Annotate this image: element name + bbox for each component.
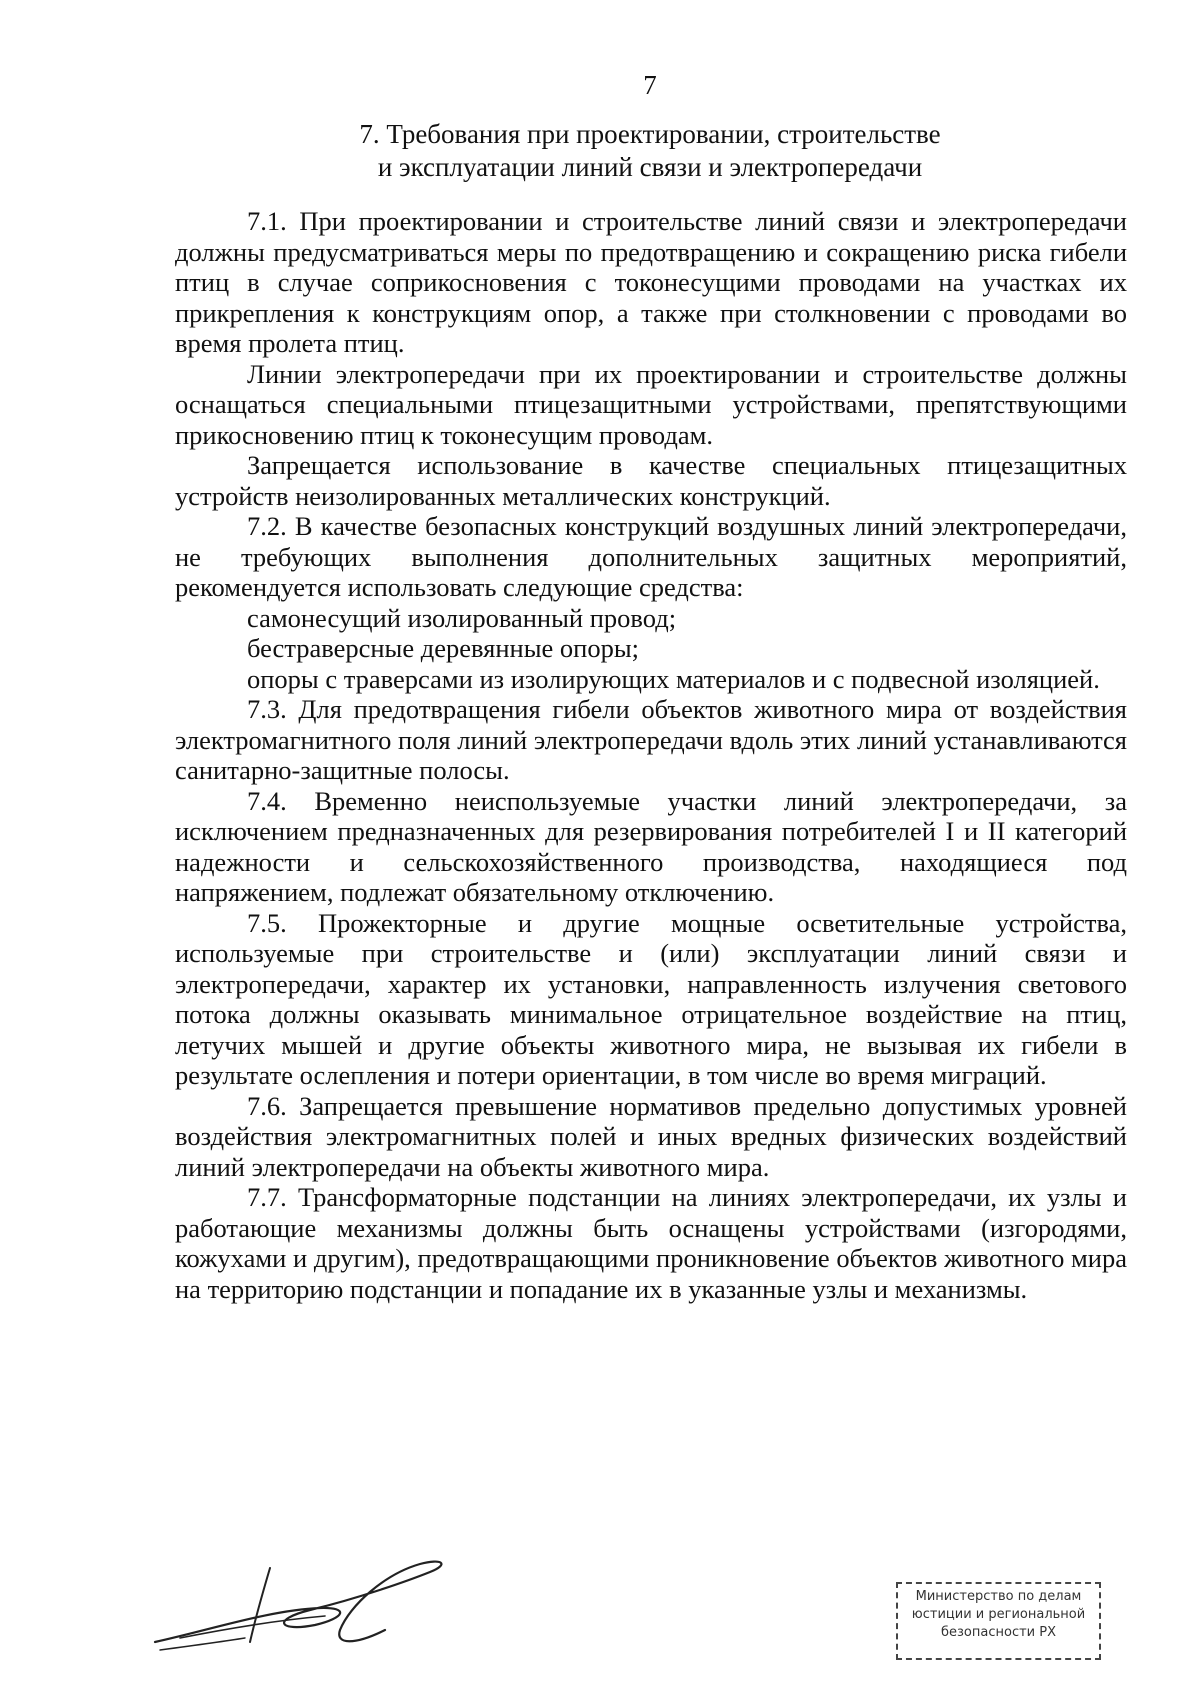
section-title [320, 118, 980, 184]
paragraph-7-5: 7.5. Прожекторные и другие мощные осветительные устройства, используемые при строительстве и (или) эксплуатации линий связи и электропередачи, характер их установки, направленность излучения светового потока должны оказывать минимальное отрицательное воздействие на птиц, летучих мышей и другие объекты животного мира, не вызывая их гибели в результате ослепления и потери ориентации, в том числе во время миграций. [175, 907, 1127, 1090]
list-item-insulated-crossarms: опоры с траверсами из изолирующих материалов и с подвесной изоляцией. [247, 663, 1100, 694]
list-item-self-supporting-wire: самонесущий изолированный провод; [247, 602, 677, 633]
paragraph-7-1-power-lines: Линии электропередачи при их проектировании и строительстве должны оснащаться специальными птицезащитными устройствами, препятствующими прикосновению птиц к токонесущим проводам. [175, 358, 1127, 450]
paragraph-7-1: 7.1. При проектировании и строительстве линий связи и электропередачи должны предусматриваться меры по предотвращению и сокращению риска гибели птиц в случае соприкосновения с токонесущими проводами на участках их прикрепления к конструкциям опор, а также при столкновении с проводами во время пролета птиц. [175, 206, 1127, 358]
paragraph-7-7: 7.7. Трансформаторные подстанции на линиях электропередачи, их узлы и работающие механизмы должны быть оснащены устройствами (изгородями, кожухами и другим), предотвращающими проникновение объектов животного мира на территорию подстанции и попадание их в указанные узлы и механизмы. [175, 1182, 1127, 1304]
signature-stroke-tail [160, 1638, 245, 1650]
paragraph-7-2: 7.2. В качестве безопасных конструкций воздушных линий электропередачи, не требующих выполнения дополнительных защитных мероприятий, рекомендуется использовать следующие средства: [175, 511, 1127, 602]
paragraph-7-3: 7.3. Для предотвращения гибели объектов животного мира от воздействия электромагнитного поля линий электропередачи вдоль этих линий устанавливаются санитарно-защитные полосы. [175, 694, 1127, 785]
paragraph-7-1-prohibition: Запрещается использование в качестве специальных птицезащитных устройств неизолированных металлических конструкций. [175, 450, 1127, 511]
paragraph-7-4: 7.4. Временно неиспользуемые участки линий электропередачи, за исключением предназначенных для резервирования потребителей I и II категорий надежности и сельскохозяйственного производства, находящиеся под напряжением, подлежат обязательному отключению. [175, 785, 1127, 907]
paragraph-7-6: 7.6. Запрещается превышение нормативов предельно допустимых уровней воздействия электромагнитных полей и иных вредных физических воздействий линий электропередачи на объекты животного мира. [175, 1090, 1127, 1182]
section-title-line-2: и эксплуатации линий связи и электропередачи [377, 152, 923, 182]
stamp-line-3: безопасности РХ [941, 1625, 1056, 1640]
document-body [175, 206, 1127, 1304]
signature-stroke-vertical [250, 1568, 270, 1642]
list-item-wooden-poles: бестраверсные деревянные опоры; [247, 633, 640, 663]
page-number: 7 [643, 70, 657, 100]
section-title-line-1: 7. Требования при проектировании, строительстве [359, 119, 941, 149]
stamp-line-1: Министерство по делам [915, 1589, 1082, 1604]
signature-stroke-main [155, 1562, 441, 1642]
handwritten-signature [150, 1550, 490, 1660]
stamp-line-2: юстиции и региональной [911, 1607, 1086, 1622]
registration-stamp [896, 1582, 1101, 1660]
